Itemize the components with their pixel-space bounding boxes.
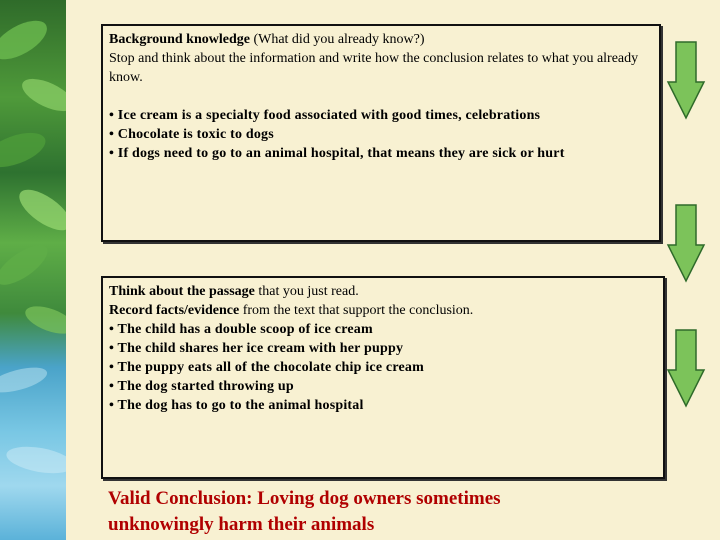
box1-heading — [109, 30, 653, 49]
box2-bullet: • The child shares her ice cream with her puppy — [109, 341, 404, 356]
box1-bullet: • Ice cream is a specialty food associated with good times, celebrations — [109, 108, 541, 123]
box1-heading-bold: Background knowledge — [109, 32, 250, 47]
conclusion-line1: Valid Conclusion: Loving dog owners sometimes — [108, 488, 501, 509]
valid-conclusion — [108, 486, 628, 538]
box2-line1-rest: that you just read. — [254, 284, 359, 299]
box1-heading-rest: (What did you already know?) — [249, 32, 425, 47]
box1-bullet: • Chocolate is toxic to dogs — [109, 127, 274, 142]
leaf-pattern-image — [0, 0, 66, 540]
down-arrow-icon — [666, 40, 706, 120]
down-arrow-icon — [666, 203, 706, 283]
conclusion-line2: unknowingly harm their animals — [108, 514, 375, 535]
evidence-box — [101, 276, 665, 479]
box2-bullet: • The dog started throwing up — [109, 379, 294, 394]
box2-line2 — [109, 301, 657, 320]
spacer — [109, 87, 653, 106]
box2-bullet: • The dog has to go to the animal hospital — [109, 398, 364, 413]
box1-bullet: • If dogs need to go to an animal hospital, that means they are sick or hurt — [109, 146, 565, 161]
down-arrow-icon — [666, 328, 706, 408]
box2-bullet: • The puppy eats all of the chocolate chip ice cream — [109, 360, 424, 375]
leaf-decoration — [0, 0, 66, 540]
box2-line1 — [109, 282, 657, 301]
box1-instruction: Stop and think about the information and write how the conclusion relates to what you already know. — [109, 51, 639, 85]
box2-line2-rest: from the text that support the conclusion. — [239, 303, 474, 318]
box2-line2-bold: Record facts/evidence — [109, 303, 240, 318]
box2-line1-bold: Think about the passage — [109, 284, 255, 299]
background-knowledge-box — [101, 24, 661, 242]
box2-bullet: • The child has a double scoop of ice cream — [109, 322, 373, 337]
